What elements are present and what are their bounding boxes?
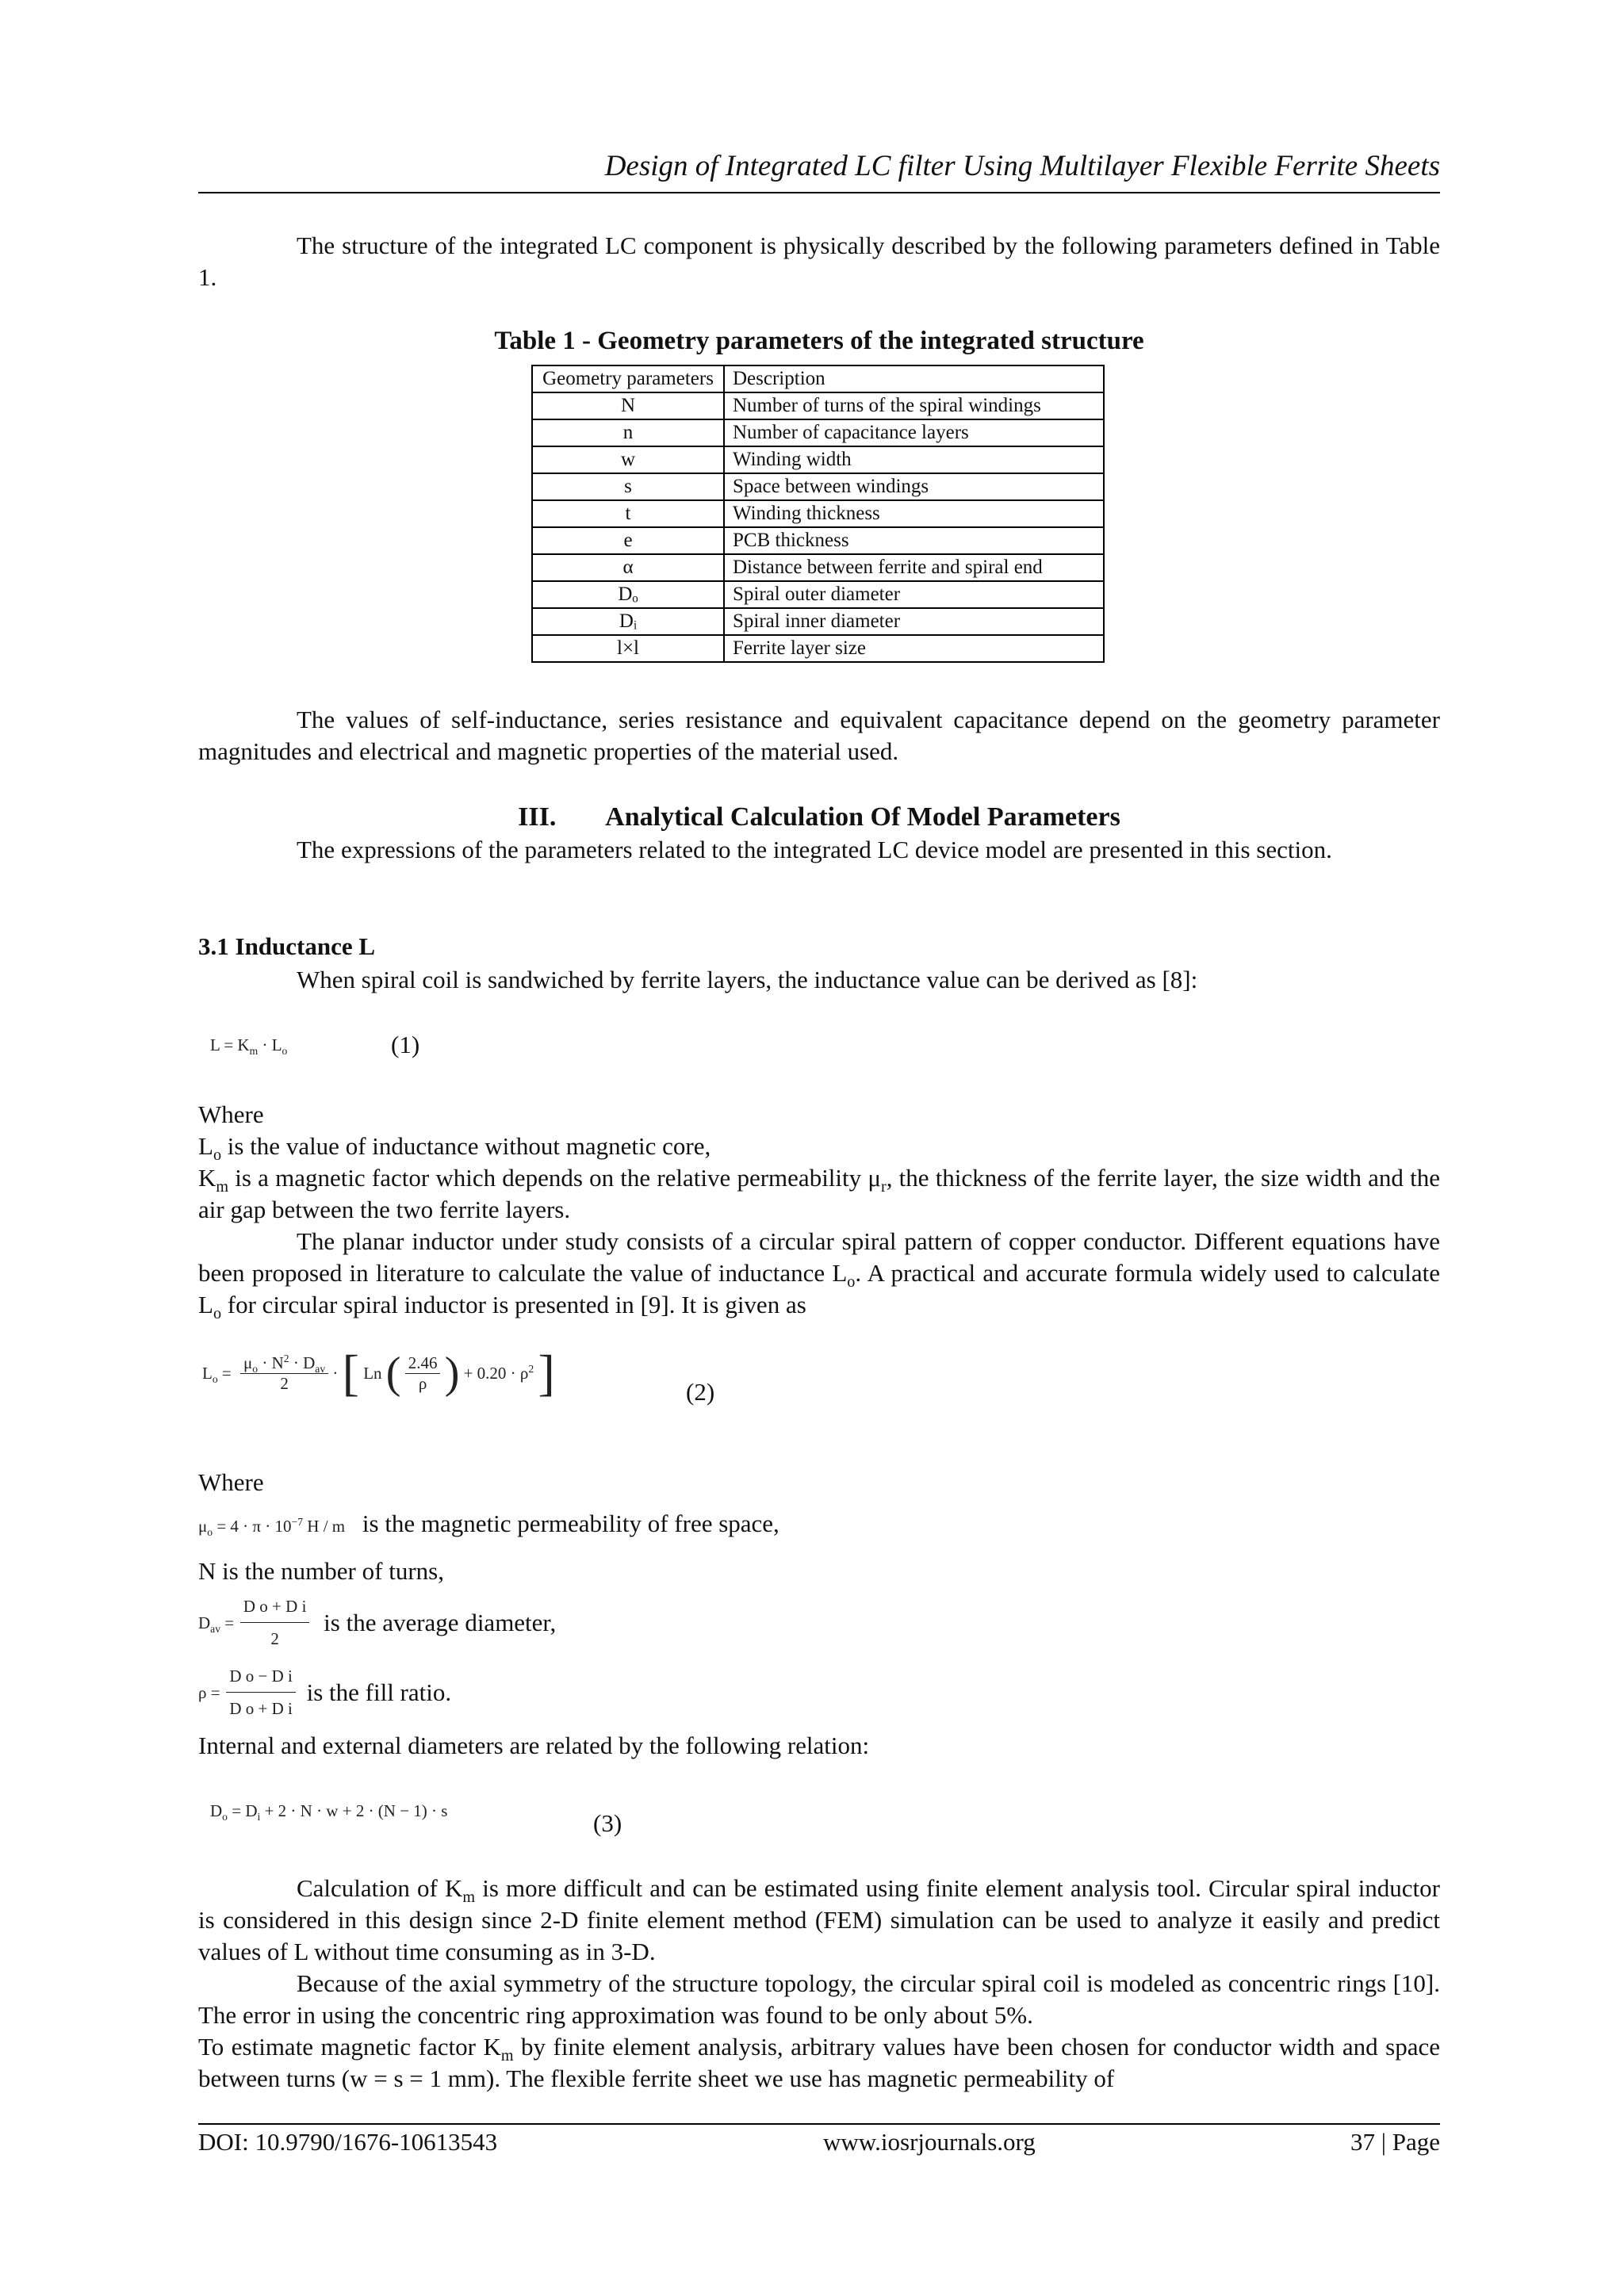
table-cell-param: w bbox=[532, 446, 724, 473]
table-cell-desc: Spiral inner diameter bbox=[724, 608, 1104, 635]
subsection-text: When spiral coil is sandwiched by ferrite layers, the inductance value can be derived as [8]: bbox=[297, 966, 1198, 993]
table-row bbox=[532, 392, 1104, 419]
table-cell-param: N bbox=[532, 392, 724, 419]
table-row bbox=[532, 419, 1104, 446]
km-definition: $K_m$ is a magnetic factor which depends on the relative permeability $\mu_r$, the thickness of the ferrite layer, the size width and the air gap between the two ferrite layers. bbox=[198, 1164, 1440, 1223]
section-heading bbox=[198, 802, 1440, 832]
where-label-1: Where bbox=[198, 1100, 264, 1128]
equation-2-number: (2) bbox=[686, 1378, 715, 1406]
table-caption: Table 1 - Geometry parameters of the integrated structure bbox=[494, 327, 1144, 355]
footer-website: www.iosrjournals.org bbox=[823, 2128, 1036, 2156]
table-row bbox=[532, 500, 1104, 527]
table-cell-param: l×l bbox=[532, 635, 724, 662]
table-cell-desc: Number of turns of the spiral windings bbox=[724, 392, 1104, 419]
table-row bbox=[532, 608, 1104, 635]
intro-text: The structure of the integrated LC component is physically described by the following parameters defined in Table 1. bbox=[198, 232, 1440, 291]
table-row bbox=[532, 554, 1104, 581]
lo-definition: $L_o$ is the value of inductance without magnetic core, bbox=[198, 1132, 711, 1165]
geometry-parameters-table bbox=[531, 365, 1105, 663]
table-cell-param: n bbox=[532, 419, 724, 446]
values-text: The values of self-inductance, series resistance and equivalent capacitance depend on the geometry parameter magnitudes and electrical and magnetic properties of the material used. bbox=[198, 706, 1440, 765]
equation-1-number: (1) bbox=[391, 1031, 420, 1058]
footer-page-number: 37 | Page bbox=[1350, 2128, 1440, 2156]
mu0-definition: $\mu_o = 4 \cdot \pi \cdot 10^{-7}$ H / m is the magnetic permeability of free space, bbox=[198, 1510, 779, 1539]
table-row bbox=[532, 527, 1104, 554]
footer-doi: DOI: 10.9790/1676-10613543 bbox=[198, 2128, 498, 2156]
table-row bbox=[532, 446, 1104, 473]
table-header-row bbox=[532, 365, 1104, 392]
equation-1: $L = K_m \cdot L_o$ bbox=[210, 1035, 288, 1058]
axial-symmetry-paragraph: Because of the axial symmetry of the structure topology, the circular spiral coil is modeled as concentric rings [10]. The error in using the concentric ring approximation was found to be only about 5%. bbox=[198, 1969, 1440, 2029]
table-row bbox=[532, 635, 1104, 662]
running-header-title: Design of Integrated LC filter Using Multilayer Flexible Ferrite Sheets bbox=[604, 150, 1440, 182]
table-cell-desc: Winding width bbox=[724, 446, 1104, 473]
table-cell-param: Dᵢ bbox=[532, 608, 724, 635]
table-header-desc: Description bbox=[724, 365, 1104, 392]
relation-text: Internal and external diameters are related by the following relation: bbox=[198, 1732, 870, 1759]
table-cell-param: α bbox=[532, 554, 724, 581]
section-intro bbox=[198, 834, 1440, 866]
table-cell-param: t bbox=[532, 500, 724, 527]
section-intro-text: The expressions of the parameters related to the integrated LC device model are presented in this section. bbox=[297, 836, 1332, 863]
section-number: III. bbox=[518, 802, 557, 832]
equation-3-number: (3) bbox=[593, 1809, 622, 1837]
subsection-heading: 3.1 Inductance L bbox=[198, 932, 376, 960]
footer-divider bbox=[198, 2123, 1440, 2125]
table-cell-desc: PCB thickness bbox=[724, 527, 1104, 554]
intro-paragraph bbox=[198, 230, 1440, 293]
equation-2: $L_o$ = $\frac{\mu_o \cdot N^2 \cdot D_{av}}{2}$ · [ Ln ( $\frac{2.46}{\rho}$ ) + $0.20 \cdot \rho^2$ ] bbox=[202, 1345, 555, 1401]
rho-definition: ρ = $\frac{\text{D o − D i}}{\text{D o + D i}}$ is the fill ratio. bbox=[198, 1660, 451, 1724]
table-row bbox=[532, 473, 1104, 500]
values-paragraph bbox=[198, 704, 1440, 767]
table-cell-param: Dₒ bbox=[532, 581, 724, 608]
estimate-paragraph: To estimate magnetic factor $K_m$ by finite element analysis, arbitrary values have been chosen for conductor width and space between turns (w = s = 1 mm). The flexible ferrite sheet we use has magnetic permeability of bbox=[198, 2033, 1440, 2092]
planar-paragraph: The planar inductor under study consists of a circular spiral pattern of copper conductor. Different equations have been proposed in literature to calculate the value of inductance $L_o$. A practical and accurate formula widely used to calculate $L_o$ for circular spiral inductor is presented in [9]. It is given as bbox=[198, 1227, 1440, 1323]
table-cell-desc: Ferrite layer size bbox=[724, 635, 1104, 662]
table-row bbox=[532, 581, 1104, 608]
table-cell-desc: Winding thickness bbox=[724, 500, 1104, 527]
section-title: Analytical Calculation Of Model Parameters bbox=[605, 802, 1120, 832]
header-divider bbox=[198, 192, 1440, 193]
dav-definition: $D_{av}$ = $\frac{\text{D o + D i}}{2}$ is the average diameter, bbox=[198, 1590, 556, 1655]
table-cell-desc: Space between windings bbox=[724, 473, 1104, 500]
n-definition: N is the number of turns, bbox=[198, 1557, 444, 1585]
table-cell-desc: Number of capacitance layers bbox=[724, 419, 1104, 446]
table-cell-desc: Spiral outer diameter bbox=[724, 581, 1104, 608]
km-calculation-paragraph: Calculation of $K_m$ is more difficult and can be estimated using finite element analysis tool. Circular spiral inductor is considered in this design since 2-D finite element method (FEM) simulation can be used to analyze it easily and predict values of L without time consuming as in 3-D. bbox=[198, 1874, 1440, 1965]
where-label-2: Where bbox=[198, 1468, 264, 1496]
table-cell-desc: Distance between ferrite and spiral end bbox=[724, 554, 1104, 581]
table-cell-param: s bbox=[532, 473, 724, 500]
table-header-param: Geometry parameters bbox=[532, 365, 724, 392]
table-cell-param: e bbox=[532, 527, 724, 554]
equation-3: $D_o = D_i + 2 \cdot N \cdot w + 2 \cdot (N - 1) \cdot s$ bbox=[210, 1801, 448, 1823]
